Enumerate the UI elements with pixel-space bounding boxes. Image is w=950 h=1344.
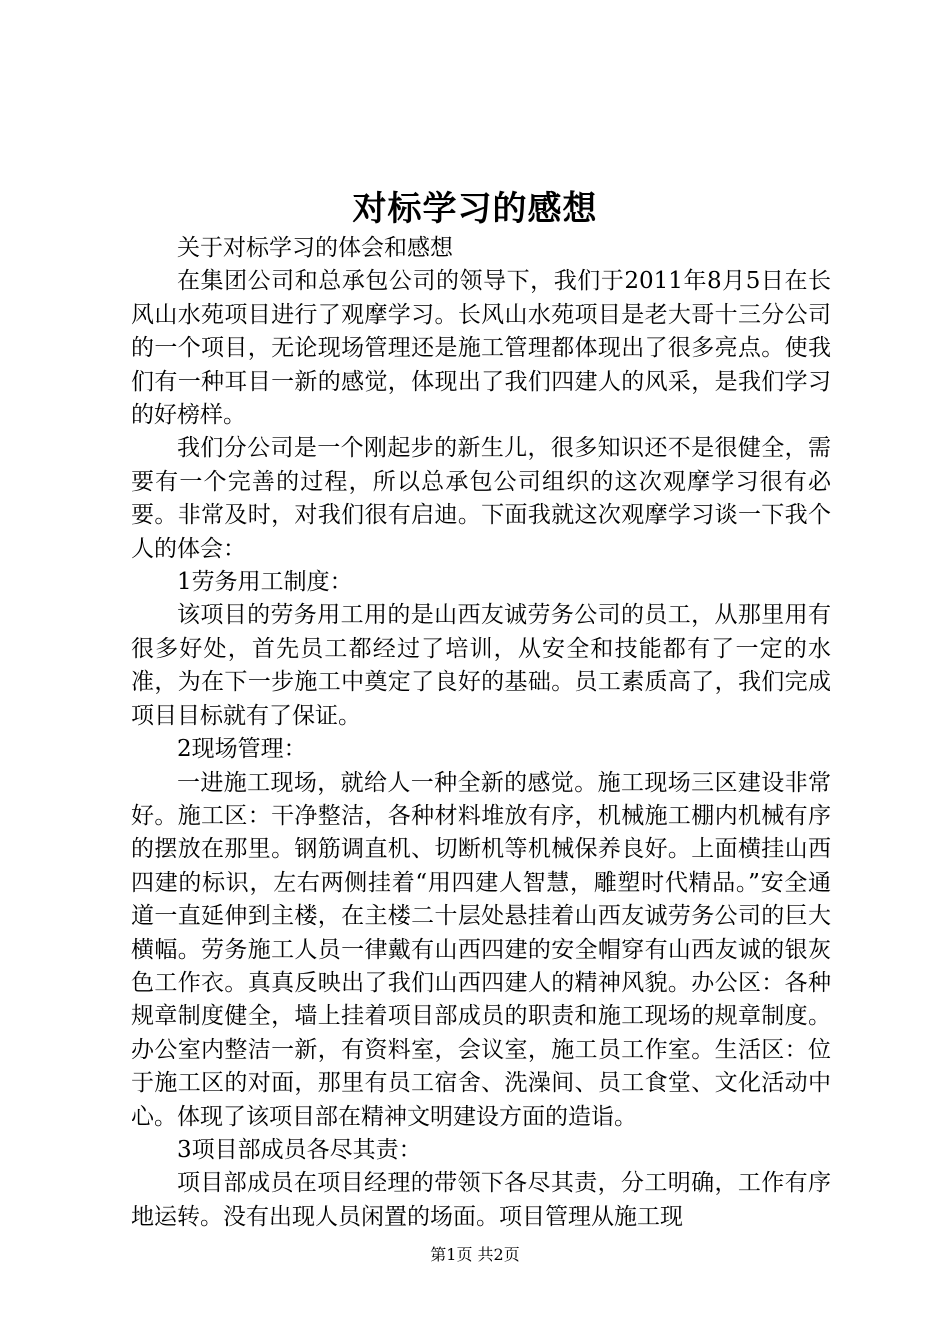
page-footer: 第1页 共2页 <box>430 1245 520 1264</box>
paragraph-subtitle: 关于对标学习的体会和感想 <box>177 235 453 261</box>
paragraph-intro: 在集团公司和总承包公司的领导下，我们于2011年8月5日在长风山水苑项目进行了观摩学习。长风山水苑项目是老大哥十三分公司的一个项目，无论现场管理还是施工管理都体现出了很多亮点。使我们有一种耳目一新的感觉，体现出了我们四建人的风采，是我们学习的好榜样。 <box>131 268 831 429</box>
document-body <box>131 232 831 1234</box>
section-heading-site: 2现场管理： <box>177 736 307 763</box>
paragraph-labor: 该项目的劳务用工用的是山西友诚劳务公司的员工，从那里用有很多好处，首先员工都经过了培训，从安全和技能都有了一定的水准，为在下一步施工中奠定了良好的基础。员工素质高了，我们完成项目目标就有了保证。 <box>131 602 831 729</box>
document-title: 对标学习的感想 <box>352 189 598 229</box>
section-heading-team: 3项目部成员各尽其责： <box>177 1136 422 1163</box>
paragraph-purpose: 我们分公司是一个刚起步的新生儿，很多知识还不是很健全，需要有一个完善的过程，所以总承包公司组织的这次观摩学习很有必要。非常及时，对我们很有启迪。下面我就这次观摩学习谈一下我个人的体会： <box>131 435 831 562</box>
paragraph-team: 项目部成员在项目经理的带领下各尽其责，分工明确，工作有序地运转。没有出现人员闲置的场面。项目管理从施工现 <box>131 1170 831 1230</box>
section-heading-labor: 1劳务用工制度： <box>177 569 353 596</box>
paragraph-site: 一进施工现场，就给人一种全新的感觉。施工现场三区建设非常好。施工区：干净整洁，各种材料堆放有序，机械施工棚内机械有序的摆放在那里。钢筋调直机、切断机等机械保养良好。上面横挂山西四建的标识，左右两侧挂着“用四建人智慧，雕塑时代精品。”安全通道一直延伸到主楼，在主楼二十层处悬挂着山西友诚劳务公司的巨大横幅。劳务施工人员一律戴有山西四建的安全帽穿有山西友诚的银灰色工作衣。真真反映出了我们山西四建人的精神风貌。办公区：各种规章制度健全，墙上挂着项目部成员的职责和施工现场的规章制度。办公室内整洁一新，有资料室，会议室，施工员工作室。生活区：位于施工区的对面，那里有员工宿舍、洗澡间、员工食堂、文化活动中心。体现了该项目部在精神文明建设方面的造诣。 <box>131 769 831 1130</box>
